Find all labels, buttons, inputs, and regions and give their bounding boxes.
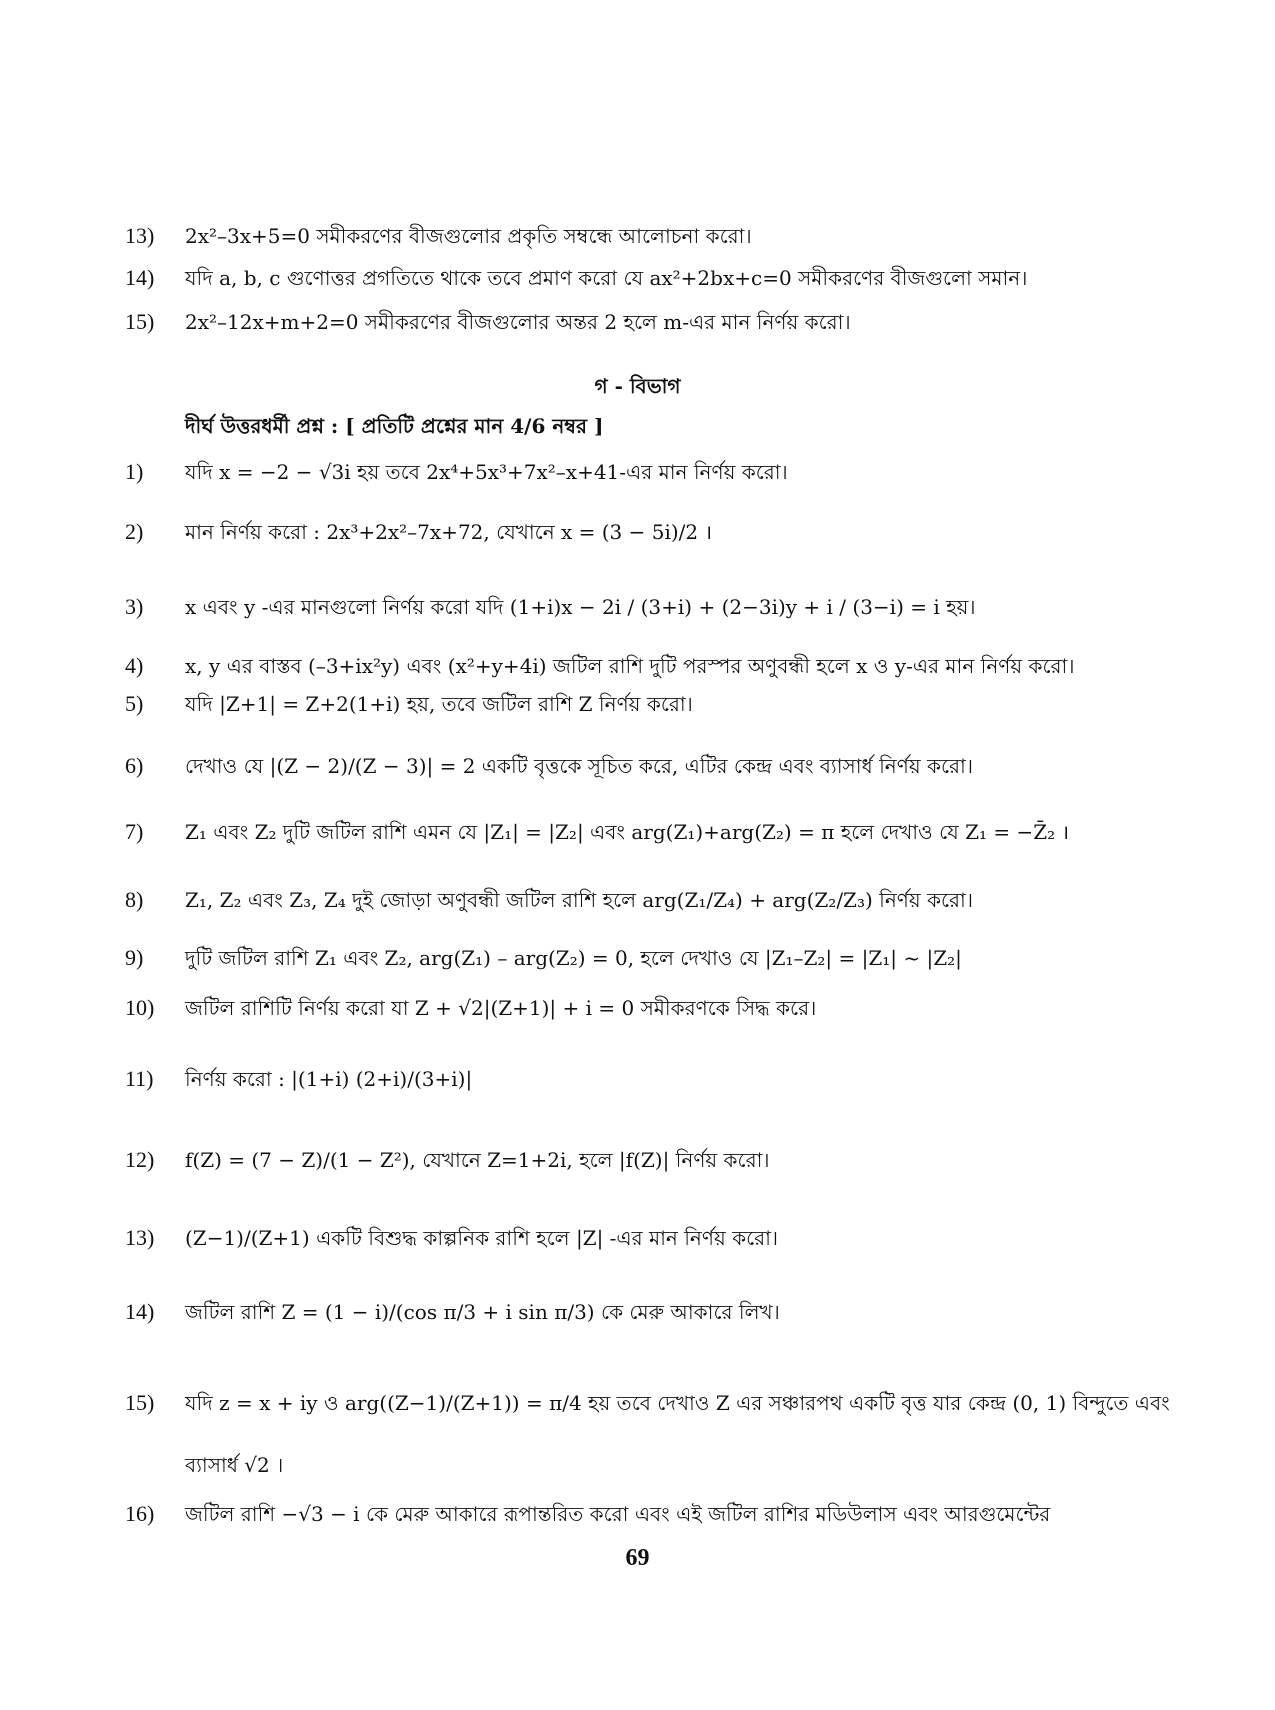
question-text: Z₁, Z₂ এবং Z₃, Z₄ দুই জোড়া অণুবন্ধী জটিল রাশি হলে arg(Z₁/Z₄) + arg(Z₂/Z₃) নির্ণয় করো। [185, 888, 973, 912]
question-number: 1) [125, 459, 144, 484]
question-text: f(Z) = (7 − Z)/(1 − Z²), যেখানে Z=1+2i, হলে |f(Z)| নির্ণয় করো। [185, 1148, 770, 1172]
question-number: 11) [125, 1066, 154, 1091]
question-text: x, y এর বাস্তব (–3+ix²y) এবং (x²+y+4i) জটিল রাশি দুটি পরস্পর অণুবন্ধী হলে x ও y-এর মান নির্ণয় করো। [185, 654, 1075, 678]
question-text: দুটি জটিল রাশি Z₁ এবং Z₂, arg(Z₁) – arg(Z₂) = 0, হলে দেখাও যে |Z₁–Z₂| = |Z₁| ~ |Z₂| [185, 946, 962, 970]
section-heading: দীর্ঘ উত্তরধর্মী প্রশ্ন : [ প্রতিটি প্রশ্নের মান 4/6 নম্বর ] [185, 414, 604, 438]
question-text: জটিল রাশি −√3 − i কে মেরু আকারে রূপান্তরিত করো এবং এই জটিল রাশির মডিউলাস এবং আরগুমেন্টের [185, 1502, 1051, 1526]
question-text: 2x²–3x+5=0 সমীকরণের বীজগুলোর প্রকৃতি সম্বন্ধে আলোচনা করো। [185, 224, 752, 248]
page-number: 69 [625, 1545, 650, 1571]
question-text: যদি z = x + iy ও arg((Z−1)/(Z+1)) = π/4 হয় তবে দেখাও Z এর সঞ্চারপথ একটি বৃত্ত যার কেন্দ্র (0, 1) বিন্দুতে এবং [185, 1391, 1170, 1415]
question-text: দেখাও যে |(Z − 2)/(Z − 3)| = 2 একটি বৃত্তকে সূচিত করে, এটির কেন্দ্র এবং ব্যাসার্ধ নির্ণয় করো। [185, 754, 973, 778]
question-text: Z₁ এবং Z₂ দুটি জটিল রাশি এমন যে |Z₁| = |Z₂| এবং arg(Z₁)+arg(Z₂) = π হলে দেখাও যে Z₁ = −Z̄₂ । [185, 820, 1070, 844]
question-number: 15) [125, 309, 155, 334]
question-number: 13) [125, 223, 155, 248]
question-text: যদি a, b, c গুণোত্তর প্রগতিতে থাকে তবে প্রমাণ করো যে ax²+2bx+c=0 সমীকরণের বীজগুলো সমান। [185, 266, 1028, 290]
question-number: 10) [125, 995, 155, 1020]
question-number: 13) [125, 1225, 155, 1250]
question-text: (Z−1)/(Z+1) একটি বিশুদ্ধ কাল্পনিক রাশি হলে |Z| -এর মান নির্ণয় করো। [185, 1226, 779, 1250]
question-number: 6) [125, 753, 144, 778]
question-number: 16) [125, 1501, 155, 1526]
question-number: 9) [125, 945, 144, 970]
question-number: 14) [125, 265, 155, 290]
question-text: জটিল রাশিটি নির্ণয় করো যা Z + √2|(Z+1)| + i = 0 সমীকরণকে সিদ্ধ করে। [185, 996, 817, 1020]
question-text: ব্যাসার্ধ √2 । [185, 1453, 284, 1477]
question-number: 12) [125, 1147, 155, 1172]
question-text: x এবং y -এর মানগুলো নির্ণয় করো যদি (1+i)x − 2i / (3+i) + (2−3i)y + i / (3−i) = i হয়। [185, 595, 976, 619]
question-text: নির্ণয় করো : |(1+i) (2+i)/(3+i)| [185, 1067, 473, 1091]
question-text: মান নির্ণয় করো : 2x³+2x²–7x+72, যেখানে x = (3 − 5i)/2 । [185, 520, 713, 544]
question-text: 2x²–12x+m+2=0 সমীকরণের বীজগুলোর অন্তর 2 হলে m-এর মান নির্ণয় করো। [185, 310, 851, 334]
question-text: যদি x = −2 − √3i হয় তবে 2x⁴+5x³+7x²–x+41-এর মান নির্ণয় করো। [185, 460, 788, 484]
question-text: যদি |Z+1| = Z+2(1+i) হয়, তবে জটিল রাশি Z নির্ণয় করো। [185, 692, 693, 716]
question-number: 8) [125, 887, 144, 912]
question-number: 4) [125, 653, 144, 678]
question-number: 14) [125, 1299, 155, 1324]
section-title: গ - বিভাগ [594, 374, 681, 398]
question-number: 15) [125, 1390, 155, 1415]
question-number: 5) [125, 691, 144, 716]
question-number: 7) [125, 819, 144, 844]
question-number: 2) [125, 519, 144, 544]
question-text: জটিল রাশি Z = (1 − i)/(cos π/3 + i sin π/3) কে মেরু আকারে লিখ। [185, 1300, 780, 1324]
question-number: 3) [125, 594, 144, 619]
